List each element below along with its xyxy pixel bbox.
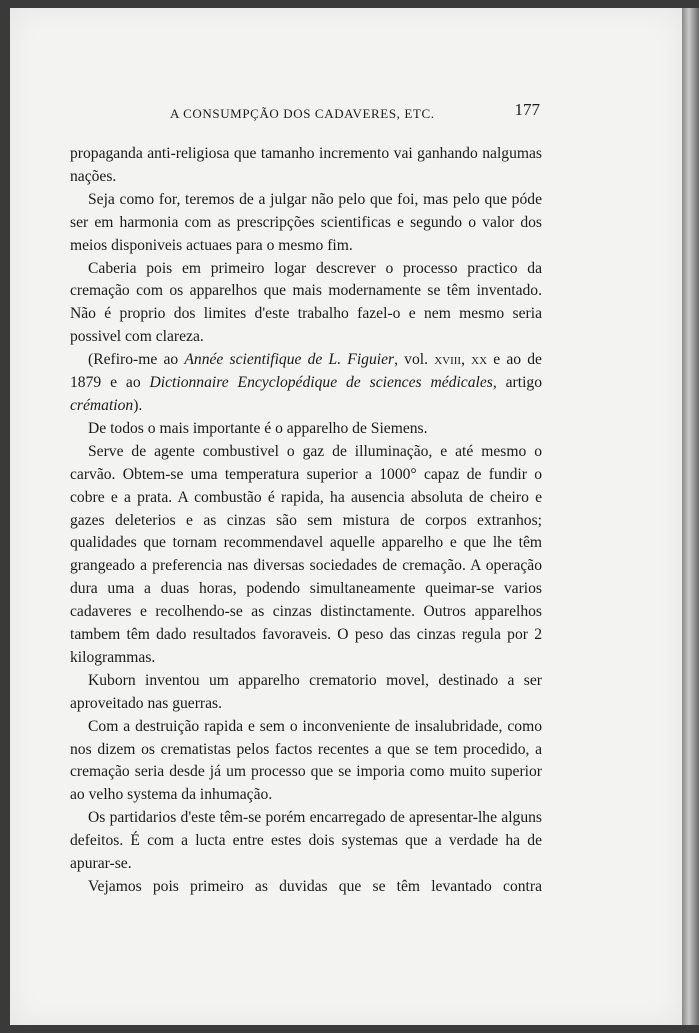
- page-edge: [682, 8, 699, 1025]
- paragraph-9: Os partidarios d'este têm-se porém encarregado de apresentar-lhe alguns defeitos. É com a lucta entre estes dois systemas que a verdade ha de apurar-se.: [70, 809, 542, 873]
- paragraph-10: Vejamos pois primeiro as duvidas que se têm levantado contra: [88, 878, 542, 895]
- page-number: 177: [514, 100, 540, 119]
- page-header: [60, 98, 540, 120]
- paragraph-2: Seja como for, teremos de a julgar não pelo que foi, mas pelo que póde ser em harmonia com as prescripções scientificas e segundo o valor dos meios disponiveis actuaes para o mesmo fim.: [70, 190, 542, 254]
- paragraph-7: Kuborn inventou um apparelho crematorio movel, destinado a ser aproveitado nas guerras.: [70, 671, 542, 712]
- paragraph-6: Serve de agente combustivel o gaz de illuminação, e até mesmo o carvão. Obtem-se uma temperatura superior a 1000° capaz de fundir o cobre e a prata. A combustão é rapida, ha ausencia absoluta de cheiro e gazes deleterios e as cinzas são sem mistura de corpos extranhos; qualidades que tornam recommendavel aquelle apparelho e que lhe têm grangeado a preferencia nas diversas sociedades de cremação. A operação dura uma a duas horas, podendo simultaneamente queimar-se varios cadaveres e recolhendo-se as cinzas distinctamente. Outros apparelhos tambem têm dado resultados favoraveis. O peso das cinzas regula por 2 kilogrammas.: [70, 442, 542, 666]
- book-title-figuier: Année scientifique de L. Figuier: [184, 351, 395, 369]
- paragraph-8: Com a destruição rapida e sem o inconveniente de insalubridade, como nos dizem os crematistas pelos factos recentes a que se tem procedido, a cremação seria desde já um processo que se imporia como muito superior ao velho systema da inhumação.: [70, 717, 542, 804]
- paragraph-5: De todos o mais importante é o apparelho de Siemens.: [88, 419, 428, 437]
- article-name: crémation: [70, 396, 134, 414]
- paragraph-3: Caberia pois em primeiro logar descrever o processo practico da cremação com os apparelhos que mais modernamente se têm inventado. Não é proprio dos limites d'este trabalho fazel-o e nem mesmo seria possivel com clareza.: [70, 259, 542, 346]
- paragraph-1: propaganda anti-religiosa que tamanho incremento vai ganhando nalgumas nações.: [70, 145, 542, 185]
- paragraph-4: (Refiro-me ao Année scientifique de L. Figuier, vol. xviii, xx e ao de 1879 e ao Dictionnaire Encyclopédique de sciences médicales, artigo crémation).: [70, 351, 543, 414]
- body-text: [70, 143, 542, 899]
- book-title-dictionnaire: Dictionnaire Encyclopédique de sciences médicales,: [149, 374, 497, 392]
- volume-numbers: xviii, xx: [434, 351, 488, 369]
- running-title: A CONSUMPÇÃO DOS CADAVERES, ETC.: [170, 106, 435, 121]
